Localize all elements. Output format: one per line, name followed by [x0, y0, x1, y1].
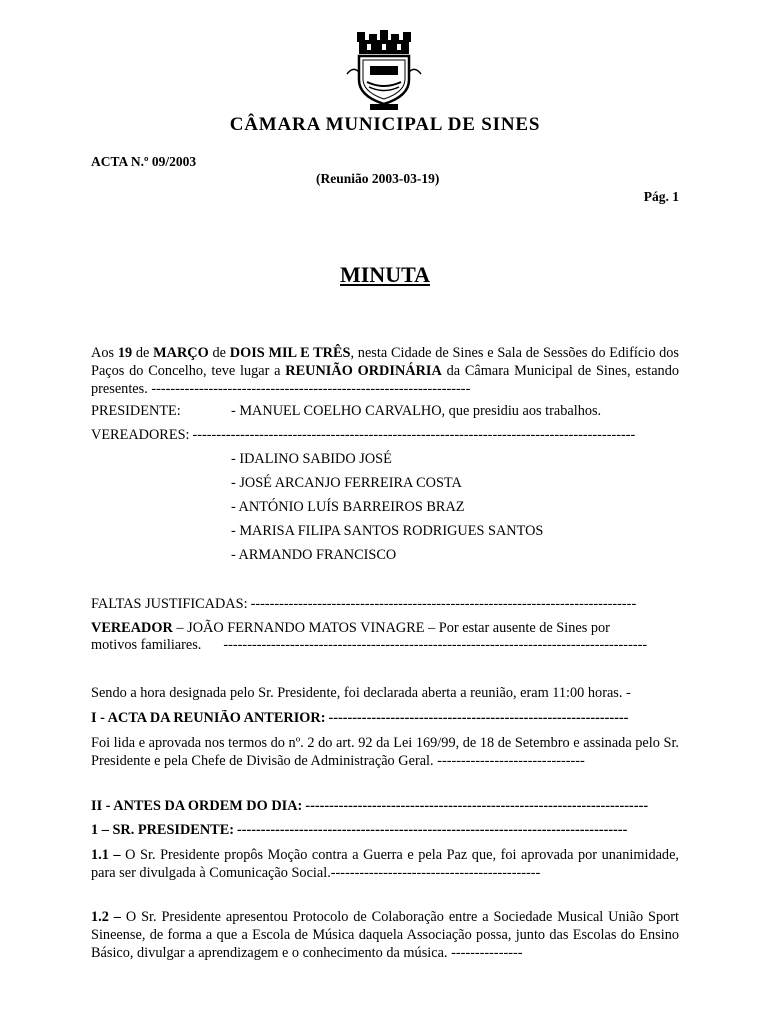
vereador-item: - IDALINO SABIDO JOSÉ	[231, 451, 392, 467]
dash-filler: ---------------------------------------------------------------------------------	[250, 596, 637, 612]
presidente-value: - MANUEL COELHO CARVALHO, que presidiu aos trabalhos.	[231, 403, 602, 419]
meeting-date: (Reunião 2003-03-19)	[316, 171, 440, 186]
item-1-1: 1.1 – O Sr. Presidente propôs Moção contra a Guerra e pela Paz que, foi aprovada por unanimidade, para ser divulgada à Comunicação Social.--------------------------------------------	[91, 847, 680, 881]
vereadores-label: VEREADORES:	[91, 427, 190, 443]
absent-reason: motivos familiares.	[91, 637, 202, 653]
vereadores-row	[91, 427, 679, 444]
dash-filler: -----------------------------------------------------------------------------------------	[223, 637, 648, 653]
document-title: MINUTA	[339, 262, 431, 287]
presidente-label: PRESIDENTE:	[91, 403, 181, 419]
section-2-heading: II - ANTES DA ORDEM DO DIA: ------------------------------------------------------------------------	[91, 798, 679, 815]
section-1-text: Foi lida e aprovada nos termos do nº. 2 do art. 92 da Lei 169/99, de 18 de Setembro e assinada pelo Sr. Presidente e pela Chefe de Divisão de Administração Geral. -------------------------------	[91, 735, 679, 769]
municipal-crest-logo	[345, 30, 423, 110]
dash-filler: ------------------------------------------------------------------------	[305, 798, 649, 814]
vereador-item: - ARMANDO FRANCISCO	[231, 547, 397, 563]
page-number: Pág. 1	[643, 189, 679, 204]
vereador-item: - JOSÉ ARCANJO FERREIRA COSTA	[231, 475, 462, 491]
dash-filler: ----------------------------------------------------------------------------------	[237, 822, 628, 838]
acta-number: ACTA N.º 09/2003	[91, 154, 197, 169]
item-1-2: 1.2 – O Sr. Presidente apresentou Protocolo de Colaboração entre a Sociedade Musical União Sport Sineense, de forma a que a Escola de Música daquela Associação possa, junto das Escolas do Ensino Básico, divulgar a aprendizagem e o conhecimento da música. ---------------	[91, 909, 680, 961]
section-1-heading: I - ACTA DA REUNIÃO ANTERIOR: ---------------------------------------------------------------	[91, 710, 679, 727]
opening-statement: Sendo a hora designada pelo Sr. Presidente, foi declarada aberta a reunião, eram 11:00 horas. -	[91, 685, 631, 701]
faltas-label: FALTAS JUSTIFICADAS:	[91, 596, 248, 612]
dash-filler: ---------------------------------------------------------------------------------------------	[192, 427, 636, 443]
absent-councillor: VEREADOR – JOÃO FERNANDO MATOS VINAGRE – Por estar ausente de Sines por	[91, 620, 610, 636]
absent-reason-row	[91, 637, 679, 654]
page-title: CÂMARA MUNICIPAL DE SINES	[229, 114, 541, 135]
section-2-subheading: 1 – SR. PRESIDENTE: ----------------------------------------------------------------------------------	[91, 822, 679, 839]
vereador-item: - MARISA FILIPA SANTOS RODRIGUES SANTOS	[231, 523, 544, 539]
faltas-row	[91, 596, 679, 613]
intro-paragraph: Aos 19 de MARÇO de DOIS MIL E TRÊS, nesta Cidade de Sines e Sala de Sessões do Edifício dos Paços do Concelho, teve lugar a REUNIÃO ORDINÁRIA da Câmara Municipal de Sines, estando presentes. -------------------------------------------------------------------	[91, 345, 679, 397]
dash-filler: ---------------------------------------------------------------	[328, 710, 629, 726]
vereador-item: - ANTÓNIO LUÍS BARREIROS BRAZ	[231, 499, 465, 515]
